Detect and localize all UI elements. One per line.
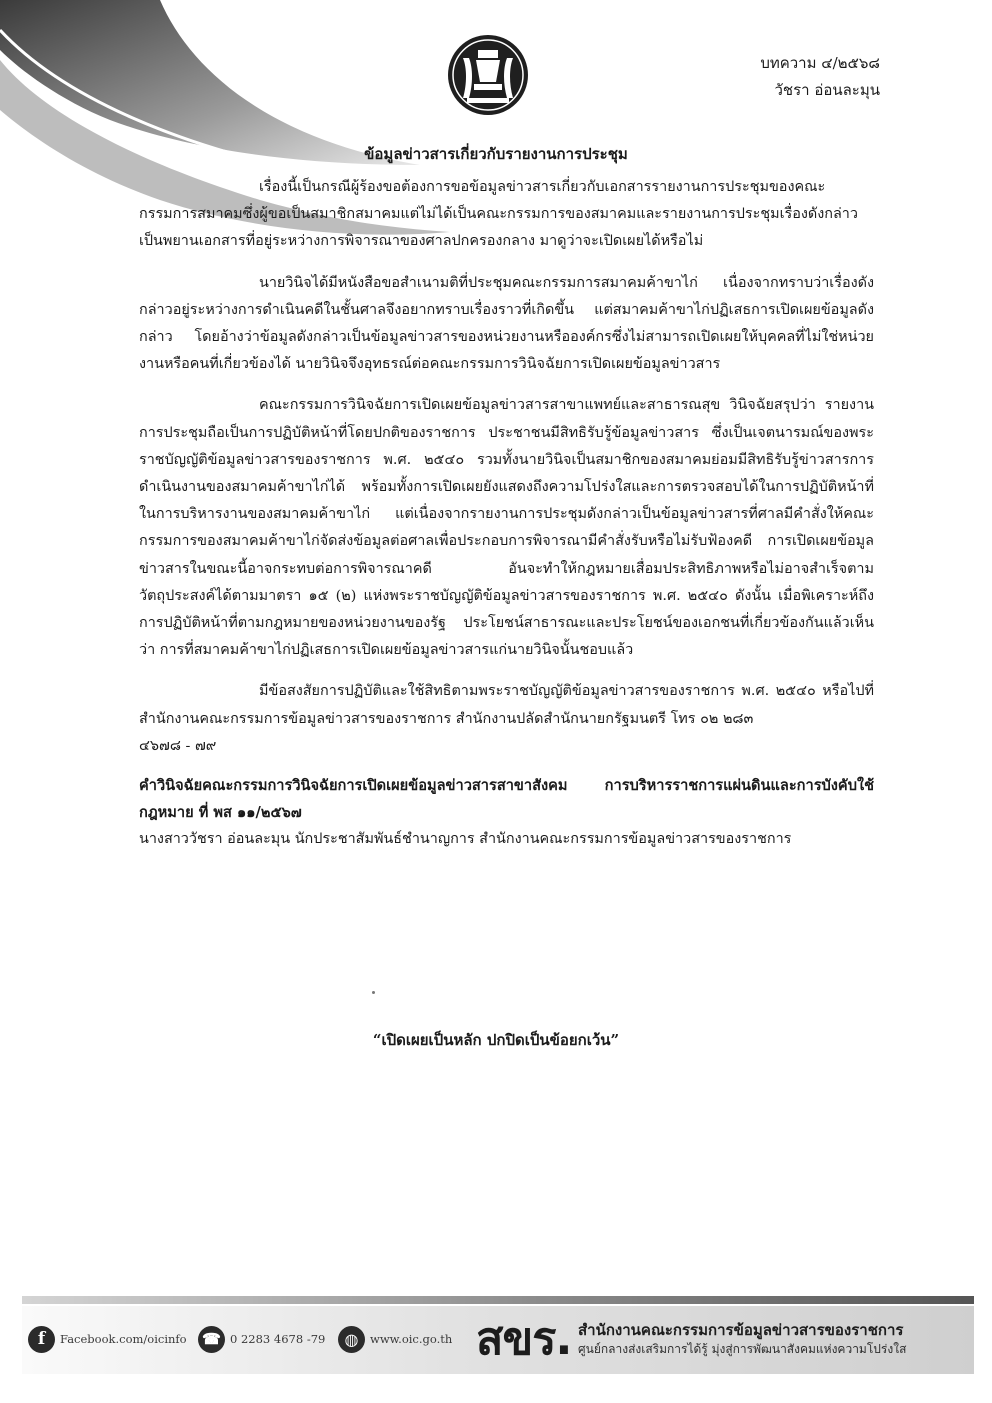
ruling-reference: คำวินิจฉัยคณะกรรมการวินิจฉัยการเปิดเผยข้อมูลข่าวสารสาขาสังคม การบริหารราชการแผ่นดินและการบังคับใช้กฎหมาย ที่ พส ๑๑/๒๕๖๗ (139, 777, 874, 822)
article-meta (760, 50, 880, 104)
document-title: ข้อมูลข่าวสารเกี่ยวกับรายงานการประชุม (364, 145, 628, 163)
footer-facebook-link[interactable]: Facebook.com/oicinfo (60, 1332, 187, 1346)
oic-logo-text: สขร. (476, 1312, 572, 1365)
article-number: บทความ ๔/๒๕๖๘ (760, 54, 880, 72)
footer-website-link[interactable]: www.oic.go.th (370, 1332, 453, 1346)
facebook-icon: f (28, 1326, 55, 1353)
contact-phone-tail: ๔๖๗๘ - ๗๙ (139, 737, 217, 754)
government-emblem-icon (447, 28, 529, 122)
footer-org-tagline: ศูนย์กลางส่งเสริมการได้รู้ มุ่งสู่การพัฒนาสังคมแห่งความโปร่งใส (578, 1342, 907, 1356)
paragraph-intro: เรื่องนี้เป็นกรณีผู้ร้องขอต้องการขอข้อมูลข่าวสารเกี่ยวกับเอกสารรายงานการประชุมของคณะกรรมการสมาคมซึ่งผู้ขอเป็นสมาชิกสมาคมแต่ไม่ได้เป็นคณะกรรมการของสมาคมและรายงานการประชุมเรื่องดังกล่าวเป็นพยานเอกสารที่อยู่ระหว่างการพิจารณาของศาลปกครองกลาง มาดูว่าจะเปิดเผยได้หรือไม่ (139, 179, 858, 250)
globe-icon: ◍ (338, 1326, 365, 1353)
slogan: “เปิดเผยเป็นหลัก ปกปิดเป็นข้อยกเว้น” (372, 1031, 620, 1049)
stray-mark (372, 991, 375, 994)
paragraph-ruling-summary: คณะกรรมการวินิจฉัยการเปิดเผยข้อมูลข่าวสารสาขาแพทย์และสาธารณสุข วินิจฉัยสรุปว่า รายงานการประชุมถือเป็นการปฏิบัติหน้าที่โดยปกติของราชการ ประชาชนมีสิทธิรับรู้ข้อมูลข่าวสาร ซึ่งเป็นเจตนารมณ์ของพระราชบัญญัติข้อมูลข่าวสารของราชการ พ.ศ. ๒๕๔๐ รวมทั้งนายวินิจเป็นสมาชิกของสมาคมย่อมมีสิทธิรับรู้ข่าวสารการดำเนินงานของสมาคมค้าขาไก่ได้ พร้อมทั้งการเปิดเผยยังแสดงถึงความโปร่งใสและการตรวจสอบได้ในการปฏิบัติหน้าที่ในการบริหารงานของสมาคมค้าขาไก่ แต่เนื่องจากรายงานการประชุมดังกล่าวเป็นข้อมูลข่าวสารที่ศาลมีคำสั่งให้คณะกรรมการของสมาคมค้าขาไก่จัดส่งข้อมูลต่อศาลเพื่อประกอบการพิจารณามีคำสั่งรับหรือไม่รับฟ้องคดี การเปิดเผยข้อมูลข่าวสารในขณะนี้อาจกระทบต่อการพิจารณาคดี อันจะทำให้กฎหมายเสื่อมประสิทธิภาพหรือไม่อาจสำเร็จตามวัตถุประสงค์ได้ตามมาตรา ๑๕ (๒) แห่งพระราชบัญญัติข้อมูลข่าวสารของราชการ พ.ศ. ๒๕๔๐ ดังนั้น เมื่อพิเคราะห์ถึงการปฏิบัติหน้าที่ตามกฎหมายของหน่วยงานของรัฐ ประโยชน์สาธารณะและประโยชน์ของเอกชนที่เกี่ยวข้องกันแล้วเห็นว่า การที่สมาคมค้าขาไก่ปฏิเสธการเปิดเผยข้อมูลข่าวสารแก่นายวินิจนั้นชอบแล้ว (139, 397, 874, 659)
article-author: วัชรา อ่อนละมุน (774, 81, 880, 99)
document-body (139, 174, 874, 854)
footer-phone[interactable]: 0 2283 4678 -79 (230, 1332, 326, 1346)
author-line: นางสาววัชรา อ่อนละมุน นักประชาสัมพันธ์ชำนาญการ สำนักงานคณะกรรมการข้อมูลข่าวสารของราชการ (139, 831, 792, 848)
footer-org-name: สำนักงานคณะกรรมการข้อมูลข่าวสารของราชการ (578, 1321, 904, 1339)
phone-icon: ☎ (198, 1326, 225, 1353)
paragraph-case: นายวินิจได้มีหนังสือขอสำเนามติที่ประชุมคณะกรรมการสมาคมค้าขาไก่ เนื่องจากทราบว่าเรื่องดังกล่าวอยู่ระหว่างการดำเนินคดีในชั้นศาลจึงอยากทราบเรื่องราวที่เกิดขึ้น แต่สมาคมค้าขาไก่ปฏิเสธการเปิดเผยข้อมูลดังกล่าว โดยอ้างว่าข้อมูลดังกล่าวเป็นข้อมูลข่าวสารของหน่วยงานหรือองค์กรซึ่งไม่สามารถเปิดเผยให้บุคคลที่ไม่ใช่หน่วยงานหรือคนที่เกี่ยวข้องได้ นายวินิจจึงอุทธรณ์ต่อคณะกรรมการวินิจฉัยการเปิดเผยข้อมูลข่าวสาร (139, 274, 874, 373)
contact-paragraph: มีข้อสงสัยการปฏิบัติและใช้สิทธิตามพระราชบัญญัติข้อมูลข่าวสารของราชการ พ.ศ. ๒๕๔๐ หรือไปที่สำนักงานคณะกรรมการข้อมูลข่าวสารของราชการ สำนักงานปลัดสำนักนายกรัฐมนตรี โทร ๐๒ ๒๘๓ (139, 683, 874, 727)
